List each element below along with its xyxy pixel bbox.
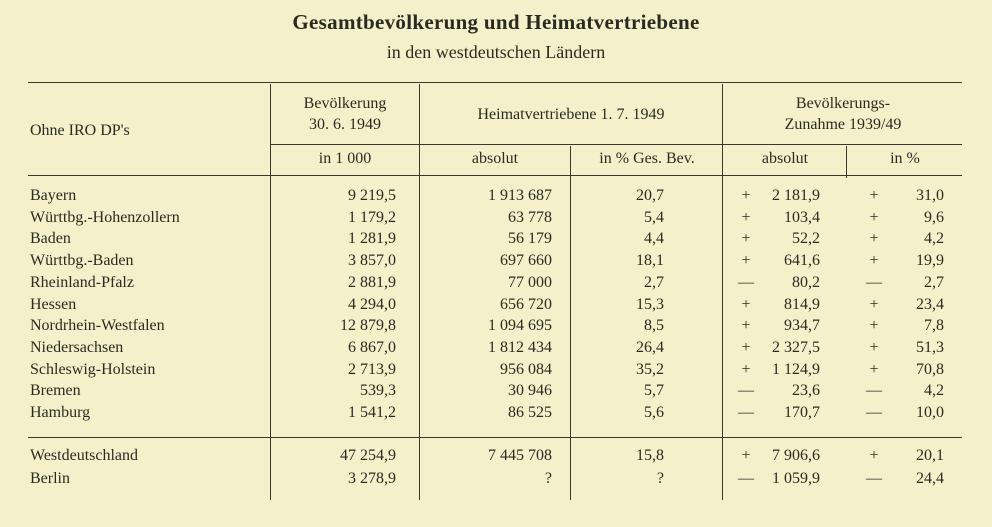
header-bevoelkerung xyxy=(272,93,418,135)
bevoelkerung-value: 4 294,0 xyxy=(348,295,396,313)
heimatvertriebene-prozent: 26,4 xyxy=(636,338,664,356)
zunahme-absolut: 814,9 xyxy=(784,295,820,313)
zunahme-prozent: 23,4 xyxy=(916,295,944,313)
heimatvertriebene-prozent: 20,7 xyxy=(636,187,664,204)
zunahme-prozent: 31,0 xyxy=(916,187,944,204)
zunahme-sign: + xyxy=(741,187,751,204)
zunahme-sign: — xyxy=(738,404,754,421)
heimatvertriebene-absolut: 1 812 434 xyxy=(488,338,552,356)
zunahme-prozent: 9,6 xyxy=(924,208,944,226)
header-zun-prozent: in % xyxy=(890,150,920,167)
zunahme-sign: + xyxy=(741,252,751,270)
bevoelkerung-value: 3 857,0 xyxy=(348,252,396,270)
zunahme-sign: + xyxy=(741,317,751,335)
zunahme-prozent: 2,7 xyxy=(924,273,944,291)
page-title: Gesamtbevölkerung und Heimatvertriebene xyxy=(292,10,700,34)
heimatvertriebene-absolut: 656 720 xyxy=(500,295,552,313)
zunahme-sign: + xyxy=(741,208,751,226)
zunahme-prozent-sign: — xyxy=(866,382,882,400)
land-name: Baden xyxy=(30,230,71,248)
bevoelkerung-value: 47 254,9 xyxy=(340,447,396,464)
land-name: Westdeutschland xyxy=(30,447,139,464)
zunahme-prozent-sign: + xyxy=(869,187,879,204)
zunahme-prozent: 19,9 xyxy=(916,252,944,270)
land-name: Schleswig-Holstein xyxy=(30,360,156,378)
zunahme-sign: + xyxy=(741,230,751,248)
zunahme-sign: — xyxy=(738,273,754,291)
zunahme-sign: + xyxy=(741,447,751,464)
table-row xyxy=(0,230,992,251)
zunahme-absolut: 170,7 xyxy=(784,404,820,421)
heimatvertriebene-absolut: 1 094 695 xyxy=(488,317,552,335)
zunahme-prozent-sign: + xyxy=(869,447,879,464)
heimatvertriebene-absolut: 697 660 xyxy=(500,252,552,270)
heimatvertriebene-prozent: 5,6 xyxy=(644,404,664,421)
zunahme-prozent-sign: + xyxy=(869,360,879,378)
zunahme-prozent-sign: — xyxy=(866,470,882,487)
header-hv-prozent: in % Ges. Bev. xyxy=(599,150,695,167)
heimatvertriebene-absolut: 77 000 xyxy=(508,273,552,291)
zunahme-absolut: 2 181,9 xyxy=(772,187,820,204)
bevoelkerung-value: 9 219,5 xyxy=(348,187,396,204)
zunahme-sign: + xyxy=(741,360,751,378)
header-zunahme-line1: Bevölkerungs- xyxy=(795,95,891,112)
zunahme-absolut: 1 124,9 xyxy=(772,360,820,378)
zunahme-prozent-sign: + xyxy=(869,338,879,356)
heimatvertriebene-prozent: ? xyxy=(656,470,664,487)
zunahme-prozent: 51,3 xyxy=(916,338,944,356)
zunahme-prozent: 4,2 xyxy=(924,382,944,400)
table-row xyxy=(0,382,992,403)
page-subtitle: in den westdeutschen Ländern xyxy=(386,42,606,62)
heimatvertriebene-prozent: 5,7 xyxy=(644,382,664,400)
zunahme-sign: — xyxy=(738,382,754,400)
heimatvertriebene-prozent: 5,4 xyxy=(644,208,664,226)
table-row xyxy=(0,296,992,317)
heimatvertriebene-prozent: 15,3 xyxy=(636,295,664,313)
zunahme-absolut: 2 327,5 xyxy=(772,338,820,356)
table-row xyxy=(0,339,992,360)
zunahme-absolut: 52,2 xyxy=(792,230,820,248)
table-row xyxy=(0,252,992,273)
heimatvertriebene-prozent: 18,1 xyxy=(636,252,664,270)
zunahme-absolut: 641,6 xyxy=(784,252,820,270)
header-zunahme-line2: Zunahme 1939/49 xyxy=(784,116,902,133)
zunahme-prozent-sign: + xyxy=(869,230,879,248)
total-row xyxy=(0,470,992,491)
header-row-label: Ohne IRO DP's xyxy=(30,122,130,139)
table-row xyxy=(0,209,992,230)
land-name: Nordrhein-Westfalen xyxy=(30,317,165,335)
zunahme-prozent-sign: + xyxy=(869,317,879,335)
land-name: Württbg.-Hohenzollern xyxy=(30,208,180,226)
land-name: Hessen xyxy=(30,295,77,313)
zunahme-prozent-sign: — xyxy=(866,404,882,421)
header-heimatvertriebene: Heimatvertriebene 1. 7. 1949 xyxy=(477,106,665,123)
heimatvertriebene-absolut: 956 084 xyxy=(500,360,552,378)
heimatvertriebene-prozent: 2,7 xyxy=(644,273,664,291)
zunahme-prozent: 4,2 xyxy=(924,230,944,248)
bevoelkerung-value: 1 281,9 xyxy=(348,230,396,248)
bevoelkerung-value: 1 541,2 xyxy=(348,404,396,421)
zunahme-prozent: 70,8 xyxy=(916,360,944,378)
heimatvertriebene-absolut: 56 179 xyxy=(508,230,552,248)
header-bev-unit: in 1 000 xyxy=(318,150,372,167)
column-divider xyxy=(846,146,847,178)
table-row xyxy=(0,404,992,425)
zunahme-prozent: 20,1 xyxy=(916,447,944,464)
totals-separator-rule xyxy=(28,437,962,438)
land-name: Berlin xyxy=(30,470,70,487)
bevoelkerung-value: 3 278,9 xyxy=(348,470,396,487)
zunahme-prozent-sign: + xyxy=(869,208,879,226)
heimatvertriebene-prozent: 15,8 xyxy=(636,447,664,464)
land-name: Hamburg xyxy=(30,404,91,421)
bevoelkerung-value: 539,3 xyxy=(360,382,396,400)
heimatvertriebene-absolut: 7 445 708 xyxy=(488,447,552,464)
zunahme-absolut: 934,7 xyxy=(784,317,820,335)
header-sub-rule xyxy=(270,144,962,145)
zunahme-absolut: 1 059,9 xyxy=(772,470,820,487)
bevoelkerung-value: 12 879,8 xyxy=(340,317,396,335)
land-name: Württbg.-Baden xyxy=(30,252,134,270)
table-row xyxy=(0,317,992,338)
bevoelkerung-value: 1 179,2 xyxy=(348,208,396,226)
zunahme-prozent-sign: + xyxy=(869,252,879,270)
table-row xyxy=(0,187,992,208)
zunahme-prozent: 7,8 xyxy=(924,317,944,335)
land-name: Rheinland-Pfalz xyxy=(30,273,134,291)
zunahme-prozent-sign: — xyxy=(866,273,882,291)
table-top-rule xyxy=(28,82,962,83)
heimatvertriebene-prozent: 35,2 xyxy=(636,360,664,378)
heimatvertriebene-absolut: 63 778 xyxy=(508,208,552,226)
header-bevoelkerung-line1: Bevölkerung xyxy=(303,95,387,112)
bevoelkerung-value: 6 867,0 xyxy=(348,338,396,356)
header-bevoelkerung-line2: 30. 6. 1949 xyxy=(309,116,381,133)
heimatvertriebene-absolut: ? xyxy=(544,470,552,487)
zunahme-prozent: 24,4 xyxy=(916,470,944,487)
heimatvertriebene-prozent: 4,4 xyxy=(644,230,664,248)
total-row xyxy=(0,447,992,468)
header-zunahme xyxy=(724,93,962,135)
zunahme-sign: + xyxy=(741,295,751,313)
zunahme-absolut: 7 906,6 xyxy=(772,447,820,464)
header-zun-absolut: absolut xyxy=(761,150,809,167)
table-row xyxy=(0,361,992,382)
heimatvertriebene-absolut: 86 525 xyxy=(508,404,552,421)
zunahme-sign: — xyxy=(738,470,754,487)
header-bottom-rule xyxy=(28,175,962,176)
heimatvertriebene-absolut: 1 913 687 xyxy=(488,187,552,204)
zunahme-prozent-sign: + xyxy=(869,295,879,313)
table-row xyxy=(0,274,992,295)
zunahme-absolut: 103,4 xyxy=(784,208,820,226)
heimatvertriebene-prozent: 8,5 xyxy=(644,317,664,335)
bevoelkerung-value: 2 881,9 xyxy=(348,273,396,291)
heimatvertriebene-absolut: 30 946 xyxy=(508,382,552,400)
land-name: Niedersachsen xyxy=(30,338,124,356)
zunahme-absolut: 80,2 xyxy=(792,273,820,291)
zunahme-sign: + xyxy=(741,338,751,356)
zunahme-prozent: 10,0 xyxy=(916,404,944,421)
header-hv-absolut: absolut xyxy=(471,150,519,167)
land-name: Bayern xyxy=(30,187,77,204)
bevoelkerung-value: 2 713,9 xyxy=(348,360,396,378)
land-name: Bremen xyxy=(30,382,81,400)
zunahme-absolut: 23,6 xyxy=(792,382,820,400)
